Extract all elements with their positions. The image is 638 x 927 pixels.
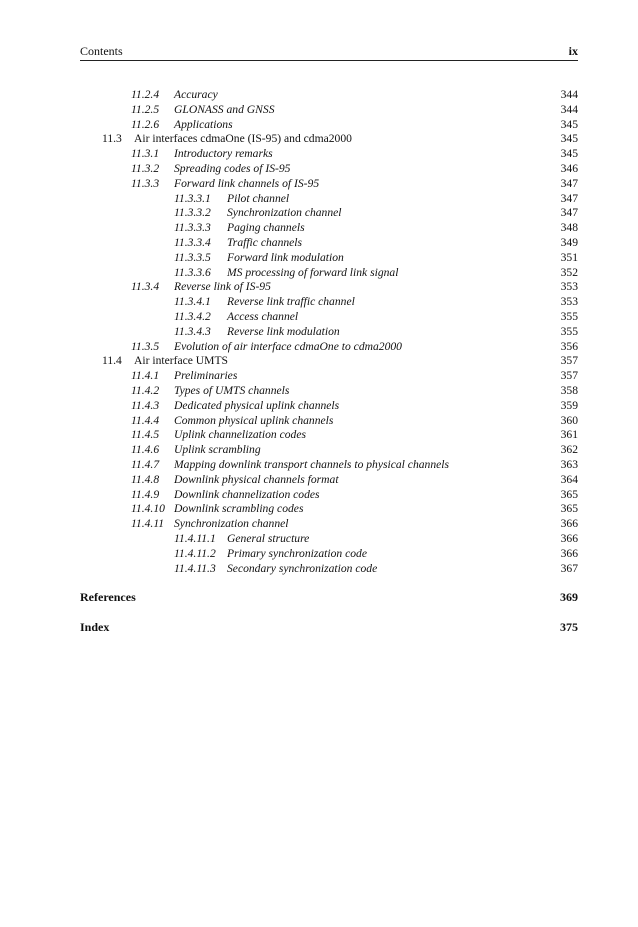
toc-entry-title: Spreading codes of IS-95 — [174, 161, 291, 175]
toc-entry-title: Air interface UMTS — [134, 354, 229, 368]
toc-entry-number: 11.3.5 — [131, 339, 160, 353]
toc-entry[interactable] — [80, 221, 578, 236]
toc-entry-title: Downlink channelization codes — [174, 487, 320, 501]
toc-entry-number: 11.4.11.1 — [174, 531, 216, 545]
toc-entry-number: 11.3.4.1 — [174, 295, 211, 309]
toc-entry-page: 345 — [560, 117, 578, 131]
toc-entry-page: 344 — [560, 88, 578, 101]
toc-entry-title: Synchronization channel — [174, 517, 289, 531]
toc-entry-number: 11.4.2 — [131, 383, 160, 397]
toc-entry[interactable] — [80, 384, 578, 399]
toc-entry-number: 11.4.6 — [131, 443, 160, 457]
toc-entry-title: Uplink channelization codes — [174, 428, 307, 442]
toc-entry[interactable] — [80, 340, 578, 355]
toc-entry-number: 11.4.1 — [131, 369, 160, 383]
toc-entry[interactable] — [80, 206, 578, 221]
toc-entry-number: 11.4.10 — [131, 502, 165, 516]
toc-entry-title: Accuracy — [174, 88, 218, 101]
toc-entry-title: Synchronization channel — [227, 206, 342, 220]
toc-entry-number: 11.3.3 — [131, 176, 160, 190]
toc-entry-number: 11.4.4 — [131, 413, 160, 427]
toc-entry[interactable] — [80, 517, 578, 532]
toc-entry-number: 11.3.3.6 — [174, 265, 211, 279]
toc-entry-title: Air interfaces cdmaOne (IS-95) and cdma2000 — [134, 132, 352, 146]
toc-entry-title: Forward link modulation — [227, 250, 344, 264]
toc-entry[interactable] — [80, 399, 578, 414]
toc-entry[interactable] — [80, 295, 578, 310]
toc-entry[interactable] — [80, 369, 578, 384]
toc-entry-title: Preliminaries — [174, 369, 238, 383]
toc-entry[interactable] — [80, 547, 578, 562]
toc-entry[interactable] — [80, 488, 578, 503]
toc-entry[interactable] — [80, 443, 578, 458]
toc-entry-title: Dedicated physical uplink channels — [174, 398, 340, 412]
toc-entry-number: 11.3.4 — [131, 280, 160, 294]
toc-entry-title: Pilot channel — [227, 191, 290, 205]
toc-entry-number: 11.3.3.1 — [174, 191, 211, 205]
toc-entry-page: 366 — [560, 546, 578, 560]
toc-entry-page: 353 — [560, 295, 578, 309]
toc-entry-page: 360 — [560, 413, 578, 427]
toc-entry[interactable] — [80, 562, 578, 577]
toc-entry-page: 347 — [560, 191, 578, 205]
toc-entry-number: 11.3.3.4 — [174, 235, 211, 249]
toc-entry-title: Mapping downlink transport channels to physical channels — [174, 457, 450, 471]
toc-entry-page: 363 — [560, 457, 578, 471]
toc-entry-title: Primary synchronization code — [227, 546, 367, 560]
toc-entry[interactable] — [80, 414, 578, 429]
toc-entry-title: Uplink scrambling — [174, 443, 261, 457]
toc-entry-title: Paging channels — [227, 221, 305, 235]
index-page: 375 — [560, 620, 578, 634]
toc-entry-page: 349 — [560, 235, 578, 249]
toc-entry-page: 345 — [560, 147, 578, 161]
toc-entry-page: 366 — [560, 517, 578, 531]
toc-entry-title: GLONASS and GNSS — [174, 102, 275, 116]
toc-entry-title: MS processing of forward link signal — [227, 265, 399, 279]
toc-entry-title: Reverse link traffic channel — [227, 295, 355, 309]
toc-entry-title: General structure — [227, 531, 310, 545]
toc-entry[interactable] — [80, 280, 578, 295]
toc-entry-number: 11.3.1 — [131, 147, 160, 161]
toc-entry-page: 355 — [560, 324, 578, 338]
toc-entry-page: 353 — [560, 280, 578, 294]
toc-entry-page: 364 — [560, 472, 578, 486]
toc-entry[interactable] — [80, 132, 578, 147]
toc-entry-page: 348 — [560, 221, 578, 235]
toc-entry-number: 11.2.5 — [131, 102, 160, 116]
toc-entry-page: 357 — [560, 369, 578, 383]
references-page: 369 — [560, 590, 578, 604]
toc-entry-title: Evolution of air interface cdmaOne to cdma2000 — [174, 339, 402, 353]
toc-entry-page: 366 — [560, 531, 578, 545]
references-entry[interactable] — [80, 589, 578, 605]
toc-entry-page: 352 — [560, 265, 578, 279]
toc-entry-number: 11.4.9 — [131, 487, 160, 501]
toc-entry-title: Access channel — [227, 309, 299, 323]
toc-entry-title: Traffic channels — [227, 235, 303, 249]
toc-entry-page: 355 — [560, 309, 578, 323]
toc-entry-page: 358 — [560, 383, 578, 397]
toc-entry[interactable] — [80, 192, 578, 207]
toc-entry-title: Common physical uplink channels — [174, 413, 334, 427]
toc-entry-page: 356 — [560, 339, 578, 353]
toc-entry-page: 346 — [560, 161, 578, 175]
toc-entry-title: Types of UMTS channels — [174, 383, 290, 397]
toc-entry[interactable] — [80, 236, 578, 251]
toc-entry[interactable] — [80, 502, 578, 517]
toc-entry-title: Downlink scrambling codes — [174, 502, 304, 516]
toc-entry-title: Introductory remarks — [174, 147, 273, 161]
toc-entry[interactable] — [80, 88, 578, 103]
toc-entry-number: 11.4.3 — [131, 398, 160, 412]
toc-entry-title: Reverse link modulation — [227, 324, 340, 338]
toc-entry-title: Secondary synchronization code — [227, 561, 378, 575]
toc-entry[interactable] — [80, 428, 578, 443]
toc-entry-title: Downlink physical channels format — [174, 472, 339, 486]
toc-entry[interactable] — [80, 458, 578, 473]
running-header — [80, 44, 578, 61]
page-number: ix — [568, 44, 578, 58]
toc-entry[interactable] — [80, 354, 578, 369]
toc-entry-number: 11.4.5 — [131, 428, 160, 442]
toc-entry-page: 361 — [560, 428, 578, 442]
toc-entry-page: 344 — [560, 102, 578, 116]
toc-entry[interactable] — [80, 251, 578, 266]
toc-entry-number: 11.2.4 — [131, 88, 160, 101]
toc-entry[interactable] — [80, 147, 578, 162]
index-label: Index — [80, 620, 110, 634]
toc-entry-page: 365 — [560, 487, 578, 501]
index-entry[interactable] — [80, 619, 578, 635]
toc-entry[interactable] — [80, 162, 578, 177]
toc-entry-number: 11.4.7 — [131, 457, 160, 471]
toc-entry-number: 11.4.11.2 — [174, 546, 216, 560]
toc-entry[interactable] — [80, 325, 578, 340]
toc-entry[interactable] — [80, 177, 578, 192]
toc-entry[interactable] — [80, 266, 578, 281]
toc-entry-page: 347 — [560, 206, 578, 220]
toc-entry-title: Reverse link of IS-95 — [174, 280, 271, 294]
toc-entry-number: 11.3 — [102, 132, 122, 146]
references-label: References — [80, 590, 136, 604]
toc-entry-number: 11.4.11 — [131, 517, 165, 531]
toc-entry-number: 11.3.4.3 — [174, 324, 211, 338]
toc-entry-page: 359 — [560, 398, 578, 412]
toc-entry-number: 11.4.8 — [131, 472, 160, 486]
running-header-title: Contents — [80, 44, 123, 58]
toc-entry-number: 11.3.3.2 — [174, 206, 211, 220]
toc-entry-page: 357 — [560, 354, 578, 368]
toc-entry-page: 365 — [560, 502, 578, 516]
toc-entry[interactable] — [80, 532, 578, 547]
toc-entry-number: 11.4.11.3 — [174, 561, 216, 575]
table-of-contents — [80, 88, 578, 576]
toc-entry-page: 345 — [560, 132, 578, 146]
toc-entry-title: Forward link channels of IS-95 — [174, 176, 320, 190]
toc-entry[interactable] — [80, 310, 578, 325]
toc-entry[interactable] — [80, 473, 578, 488]
toc-entry-number: 11.3.3.3 — [174, 221, 211, 235]
toc-entry[interactable] — [80, 118, 578, 133]
toc-entry-title: Applications — [174, 117, 233, 131]
toc-entry-page: 362 — [560, 443, 578, 457]
toc-entry-number: 11.3.2 — [131, 161, 160, 175]
toc-entry-number: 11.2.6 — [131, 117, 160, 131]
toc-entry-number: 11.4 — [102, 354, 122, 368]
toc-entry-number: 11.3.3.5 — [174, 250, 211, 264]
toc-entry-page: 347 — [560, 176, 578, 190]
toc-entry-number: 11.3.4.2 — [174, 309, 211, 323]
toc-entry-page: 367 — [560, 561, 578, 575]
toc-entry-page: 351 — [560, 250, 578, 264]
toc-entry[interactable] — [80, 103, 578, 118]
